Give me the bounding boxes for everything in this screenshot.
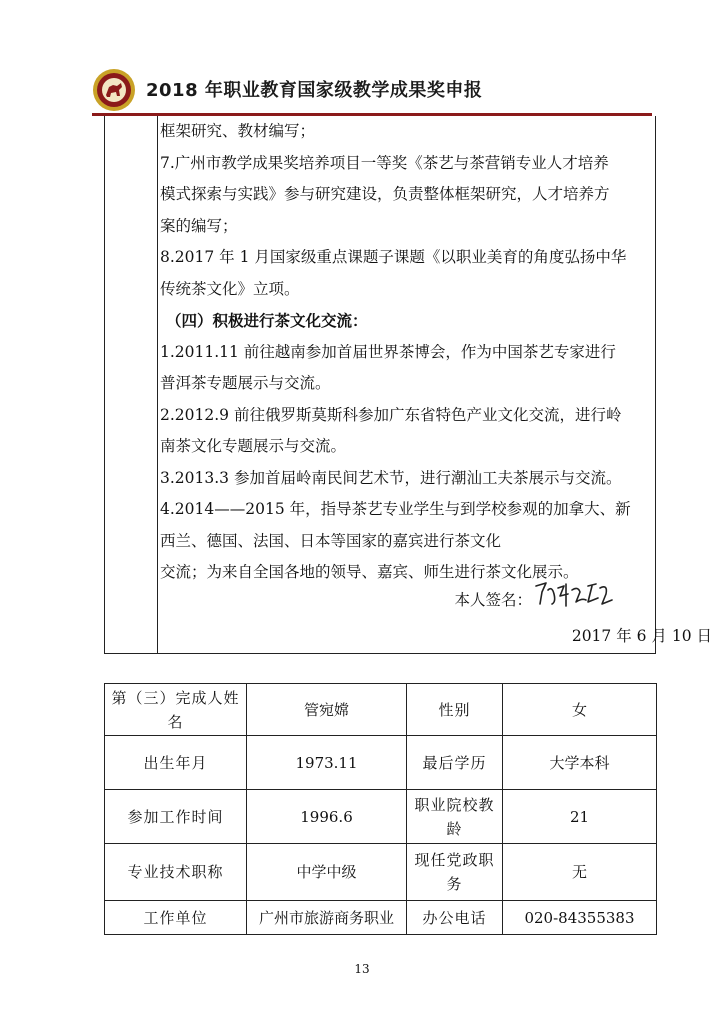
signature-row	[160, 580, 644, 614]
table-cell-value: 中学中级	[247, 844, 407, 901]
table-cell-value: 020-84355383	[503, 901, 657, 935]
body-line: 7.广州市教学成果奖培养项目一等奖《茶艺与茶营销专业人才培养	[160, 153, 609, 172]
body-line: 普洱茶专题展示与交流。	[160, 374, 331, 392]
body-line: 1.2011.11 前往越南参加首届世界茶博会，作为中国茶艺专家进行	[160, 342, 616, 361]
box-column-divider	[157, 116, 158, 653]
table-cell-label: 办公电话	[407, 901, 503, 935]
body-line: 交流；为来自全国各地的领导、嘉宾、师生进行茶文化展示。	[160, 563, 579, 581]
page-header	[92, 64, 652, 116]
school-emblem-icon	[92, 68, 136, 112]
table-cell-label: 职业院校教龄	[407, 790, 503, 844]
table-cell-label: 出生年月	[105, 736, 247, 790]
body-line: 南茶文化专题展示与交流。	[160, 437, 347, 455]
body-line: 4.2014——2015 年，指导茶艺专业学生与到学校参观的加拿大、新	[160, 500, 631, 518]
body-line: 3.2013.3 参加首届岭南民间艺术节，进行潮汕工夫茶展示与交流。	[160, 468, 622, 487]
header-title: 2018 年职业教育国家级教学成果奖申报	[146, 80, 483, 101]
table-cell-value: 21	[503, 790, 657, 844]
body-line: 2.2012.9 前往俄罗斯莫斯科参加广东省特色产业文化交流，进行岭	[160, 405, 622, 424]
body-line: 8.2017 年 1 月国家级重点课题子课题《以职业美育的角度弘扬中华	[160, 248, 627, 266]
table-cell-label: 第（三）完成人姓名	[105, 684, 247, 736]
table-cell-value: 管宛嫦	[247, 684, 407, 736]
table-cell-value: 大学本科	[503, 736, 657, 790]
body-line: 传统茶文化》立项。	[160, 279, 300, 298]
handwritten-signature-icon	[530, 576, 618, 610]
table-cell-label: 最后学历	[407, 736, 503, 790]
table-row	[105, 790, 657, 844]
table-cell-value: 1996.6	[247, 790, 407, 844]
table-row	[105, 684, 657, 736]
statement-content	[160, 116, 652, 589]
table-cell-value: 女	[503, 684, 657, 736]
body-line: 案的编写；	[160, 216, 238, 235]
body-line: 模式探索与实践》参与研究建设，负责整体框架研究，人才培养方	[160, 185, 610, 203]
table-cell-label: 工作单位	[105, 901, 247, 935]
table-cell-value: 广州市旅游商务职业	[247, 901, 407, 935]
body-line: 框架研究、教材编写；	[160, 122, 316, 140]
table-cell-value: 1973.11	[247, 736, 407, 790]
table-cell-value: 无	[503, 844, 657, 901]
section-heading: （四）积极进行茶文化交流：	[166, 311, 368, 330]
table-row	[105, 736, 657, 790]
table-row	[105, 844, 657, 901]
signature-label: 本人签名：	[454, 591, 532, 609]
signature-date: 2017 年 6 月 10 日	[571, 627, 712, 645]
table-row	[105, 901, 657, 935]
body-line: 西兰、德国、法国、日本等国家的嘉宾进行茶文化	[160, 531, 502, 550]
table-cell-label: 性别	[407, 684, 503, 736]
table-cell-label: 现任党政职务	[407, 844, 503, 901]
table-cell-label: 专业技术职称	[105, 844, 247, 901]
page-number: 13	[354, 962, 370, 976]
table-cell-label: 参加工作时间	[105, 790, 247, 844]
personal-info-table	[104, 683, 657, 935]
